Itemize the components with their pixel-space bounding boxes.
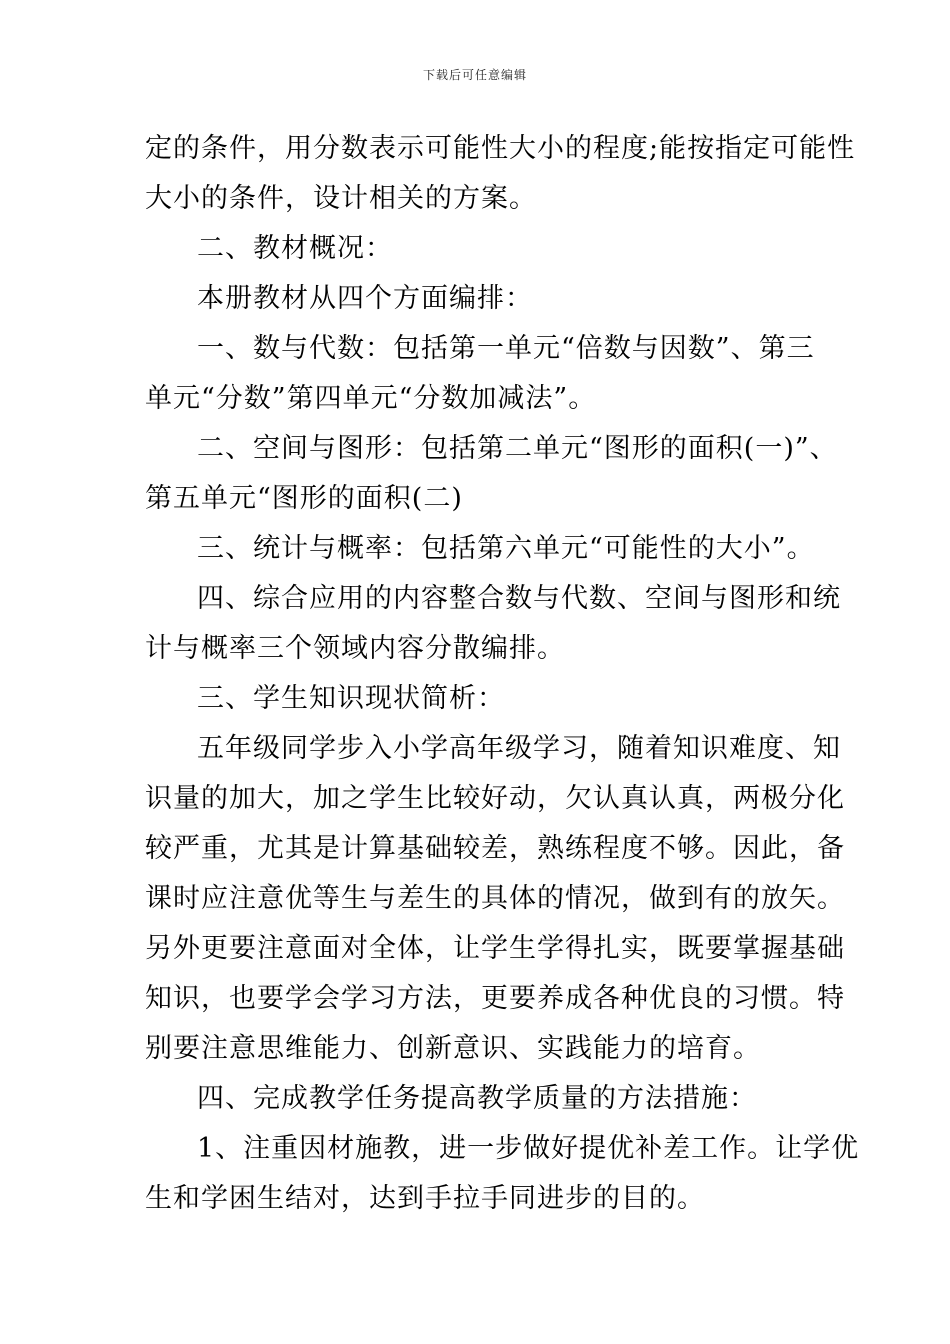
text-line: 知识，也要学会学习方法，更要养成各种优良的习惯。特 bbox=[145, 983, 845, 1014]
text-line: 识量的加大，加之学生比较好动，欠认真认真，两极分化 bbox=[145, 783, 845, 814]
text-line: 1、注重因材施教，进一步做好提优补差工作。让学优 bbox=[197, 1133, 860, 1164]
text-line: 四、综合应用的内容整合数与代数、空间与图形和统 bbox=[197, 583, 841, 614]
text-line: 一、数与代数：包括第一单元“倍数与因数”、第三 bbox=[197, 333, 815, 364]
section-heading-2: 二、教材概况： bbox=[197, 233, 393, 264]
text-line: 课时应注意优等生与差生的具体的情况，做到有的放矢。 bbox=[145, 883, 845, 914]
text-line: 本册教材从四个方面编排： bbox=[197, 283, 533, 314]
section-heading-4: 四、完成教学任务提高教学质量的方法措施： bbox=[197, 1083, 757, 1114]
text-line: 第五单元“图形的面积(二) bbox=[145, 483, 463, 514]
text-line: 三、统计与概率：包括第六单元“可能性的大小”。 bbox=[197, 533, 815, 564]
text-line: 另外更要注意面对全体，让学生学得扎实，既要掌握基础 bbox=[145, 933, 845, 964]
text-line: 定的条件，用分数表示可能性大小的程度;能按指定可能性 bbox=[145, 133, 856, 164]
text-line: 别要注意思维能力、创新意识、实践能力的培育。 bbox=[145, 1033, 761, 1064]
document-body bbox=[145, 124, 860, 1224]
text-line: 计与概率三个领域内容分散编排。 bbox=[145, 633, 565, 664]
section-heading-3: 三、学生知识现状简析： bbox=[197, 683, 505, 714]
header-note: 下载后可任意编辑 bbox=[422, 68, 527, 82]
text-line: 五年级同学步入小学高年级学习，随着知识难度、知 bbox=[197, 733, 841, 764]
text-line: 二、空间与图形：包括第二单元“图形的面积(一)”、 bbox=[197, 433, 838, 464]
text-line: 较严重，尤其是计算基础较差，熟练程度不够。因此，备 bbox=[145, 833, 845, 864]
text-line: 单元“分数”第四单元“分数加减法”。 bbox=[145, 383, 597, 414]
text-line: 大小的条件，设计相关的方案。 bbox=[145, 183, 537, 214]
text-line: 生和学困生结对，达到手拉手同进步的目的。 bbox=[145, 1183, 705, 1214]
